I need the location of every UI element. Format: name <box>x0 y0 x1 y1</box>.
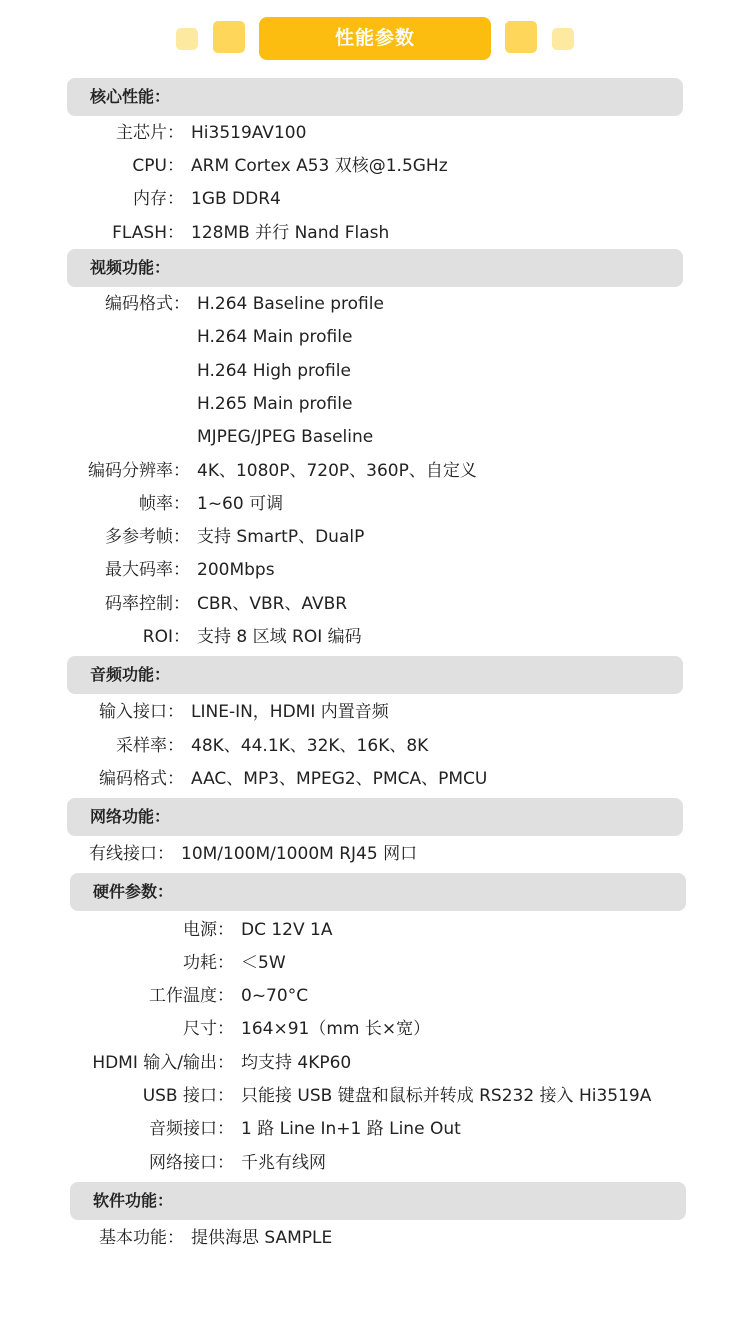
spec-value: 10M/100M/1000M RJ45 网口 <box>181 844 418 864</box>
spec-row <box>0 554 750 587</box>
spec-row <box>0 217 750 250</box>
decorative-square-small-left <box>176 28 198 50</box>
spec-row <box>0 1222 750 1255</box>
spec-label: 有线接口： <box>89 844 174 864</box>
spec-label: 尺寸： <box>183 1019 234 1039</box>
spec-row <box>0 1113 750 1146</box>
spec-row <box>0 521 750 554</box>
spec-row <box>0 1013 750 1046</box>
spec-value: Hi3519AV100 <box>191 123 307 143</box>
spec-row <box>0 288 750 321</box>
spec-row <box>0 421 750 454</box>
spec-value: MJPEG/JPEG Baseline <box>197 427 374 447</box>
spec-value: H.264 High profile <box>197 361 351 381</box>
spec-label: 音频接口： <box>149 1119 234 1139</box>
spec-row <box>0 696 750 729</box>
spec-row <box>0 183 750 216</box>
spec-label: 多参考帧： <box>105 527 190 547</box>
spec-row <box>0 117 750 150</box>
spec-value: H.264 Main profile <box>197 327 353 347</box>
spec-label: USB 接口： <box>142 1086 234 1106</box>
decorative-square-small-right <box>552 28 574 50</box>
spec-row <box>0 1080 750 1113</box>
section-header-video: 视频功能： <box>67 249 683 287</box>
section-header-core: 核心性能： <box>67 78 683 116</box>
spec-value: 支持 SmartP、DualP <box>197 527 365 547</box>
spec-value: 只能接 USB 键盘和鼠标并转成 RS232 接入 Hi3519A <box>241 1086 652 1106</box>
section-header-network: 网络功能： <box>67 798 683 836</box>
spec-label: 编码分辨率： <box>88 461 190 481</box>
spec-value: ARM Cortex A53 双核@1.5GHz <box>191 156 448 176</box>
section-header-software: 软件功能： <box>70 1182 686 1220</box>
spec-label: CPU： <box>132 156 184 176</box>
spec-row <box>0 588 750 621</box>
spec-label: ROI： <box>142 627 190 647</box>
spec-row <box>0 355 750 388</box>
spec-label: 功耗： <box>183 953 234 973</box>
spec-label: 工作温度： <box>149 986 234 1006</box>
spec-value: 1 路 Line In+1 路 Line Out <box>241 1119 461 1139</box>
spec-value: ＜5W <box>241 953 286 973</box>
decorative-square-left <box>213 21 245 53</box>
spec-value: 1GB DDR4 <box>191 189 281 209</box>
spec-value: 128MB 并行 Nand Flash <box>191 223 390 243</box>
spec-value: 提供海思 SAMPLE <box>191 1228 333 1248</box>
spec-row <box>0 150 750 183</box>
spec-row <box>0 1047 750 1080</box>
spec-value: AAC、MP3、MPEG2、PMCA、PMCU <box>191 769 488 789</box>
section-header-hardware: 硬件参数： <box>70 873 686 911</box>
spec-row <box>0 1147 750 1180</box>
spec-label: 基本功能： <box>99 1228 184 1248</box>
section-header-audio: 音频功能： <box>67 656 683 694</box>
spec-row <box>0 455 750 488</box>
spec-value: DC 12V 1A <box>241 920 333 940</box>
spec-row <box>0 763 750 796</box>
spec-label: 电源： <box>183 920 234 940</box>
spec-value: LINE-IN，HDMI 内置音频 <box>191 702 389 722</box>
spec-label: FLASH： <box>112 223 184 243</box>
spec-label: 采样率： <box>116 736 184 756</box>
spec-row <box>0 838 750 871</box>
spec-row <box>0 488 750 521</box>
spec-row <box>0 321 750 354</box>
spec-value: H.265 Main profile <box>197 394 353 414</box>
spec-value: 0~70°C <box>241 986 309 1006</box>
spec-row <box>0 621 750 654</box>
spec-row <box>0 947 750 980</box>
spec-row <box>0 730 750 763</box>
page-title: 性能参数 <box>259 17 491 60</box>
spec-value: 4K、1080P、720P、360P、自定义 <box>197 461 477 481</box>
spec-value: 均支持 4KP60 <box>241 1053 352 1073</box>
spec-value: H.264 Baseline profile <box>197 294 384 314</box>
spec-value: 164×91（mm 长×宽） <box>241 1019 431 1039</box>
spec-value: 支持 8 区域 ROI 编码 <box>197 627 362 647</box>
spec-value: 千兆有线网 <box>241 1153 326 1173</box>
spec-label: 最大码率： <box>105 560 190 580</box>
spec-label: 网络接口： <box>149 1153 234 1173</box>
spec-row <box>0 914 750 947</box>
spec-row <box>0 388 750 421</box>
spec-value: 1~60 可调 <box>197 494 284 514</box>
spec-label: 主芯片： <box>116 123 184 143</box>
spec-label: 码率控制： <box>105 594 190 614</box>
spec-value: CBR、VBR、AVBR <box>197 594 348 614</box>
spec-label: 编码格式： <box>105 294 190 314</box>
spec-label: 输入接口： <box>99 702 184 722</box>
spec-value: 48K、44.1K、32K、16K、8K <box>191 736 429 756</box>
spec-row <box>0 980 750 1013</box>
spec-label: 内存： <box>133 189 184 209</box>
spec-label: HDMI 输入/输出： <box>92 1053 234 1073</box>
decorative-square-right <box>505 21 537 53</box>
spec-label: 编码格式： <box>99 769 184 789</box>
spec-label: 帧率： <box>139 494 190 514</box>
spec-value: 200Mbps <box>197 560 275 580</box>
title-banner <box>0 17 750 61</box>
